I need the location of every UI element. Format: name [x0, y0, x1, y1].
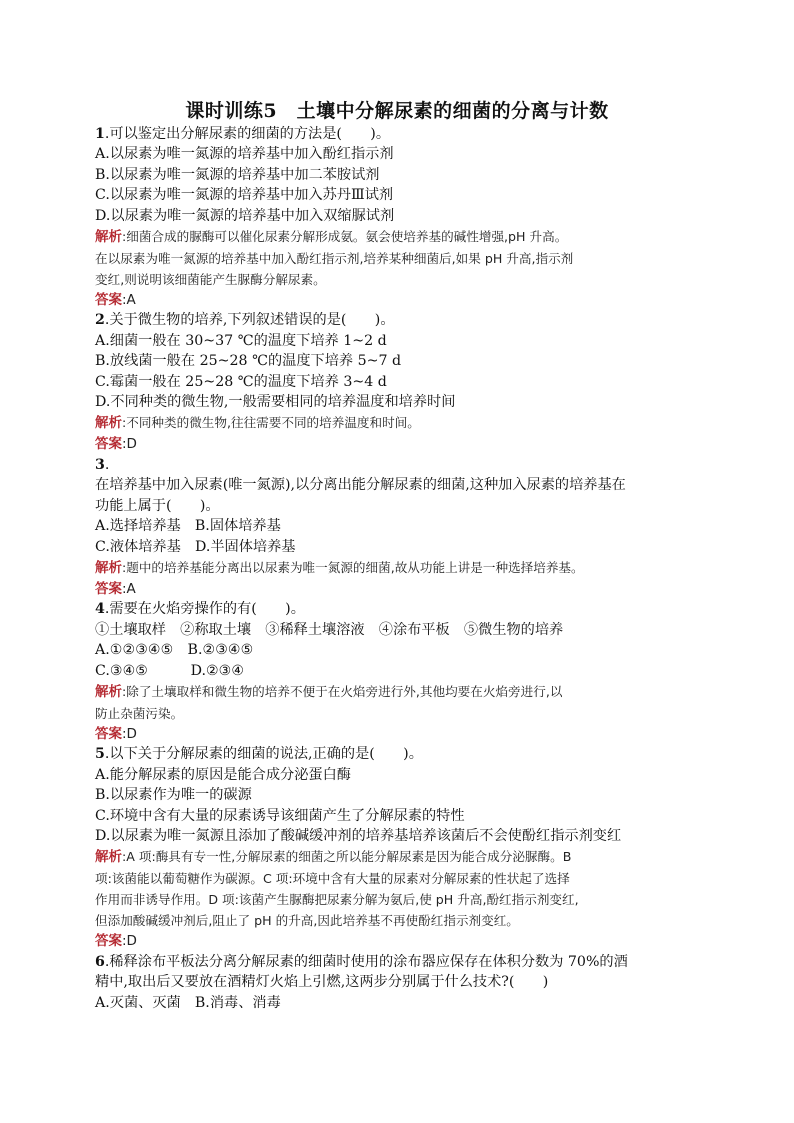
option-a-b: A.灭菌、灭菌 B.消毒、消毒 [95, 994, 281, 1011]
option-c: C.霉菌一般在 25~28 ℃的温度下培养 3~4 d [95, 373, 387, 390]
answer [95, 434, 699, 454]
explanation-label: 解析 [95, 559, 122, 576]
answer [95, 931, 699, 951]
explanation-text: 项:该菌能以葡萄糖作为碳源。C 项:环境中含有大量的尿素对分解尿素的性状起了选择 [95, 871, 570, 887]
question-stem [95, 744, 699, 764]
answer-label: 答案 [95, 725, 122, 742]
question-number: 1 [95, 126, 105, 142]
question-number: 4 [95, 601, 105, 618]
explanation-text: :不同种类的微生物,往往需要不同的培养温度和时间。 [122, 415, 420, 431]
option-d: D.以尿素为唯一氮源的培养基中加入双缩脲试剂 [95, 207, 395, 224]
explanation-text: :细菌合成的脲酶可以催化尿素分解形成氨。氨会使培养基的碱性增强,pH 升高。 [122, 229, 568, 245]
option-c-d: C.③④⑤ D.②③④ [95, 662, 245, 679]
explanation-text: :A 项:酶具有专一性,分解尿素的细菌之所以能分解尿素是因为能合成分泌脲酶。B [122, 849, 572, 865]
explanation-text: 在以尿素为唯一氮源的培养基中加入酚红指示剂,培养某种细菌后,如果 pH 升高,指示剂 [95, 251, 574, 267]
answer [95, 579, 699, 599]
question-text: .可以鉴定出分解尿素的细菌的方法是( )。 [104, 126, 391, 142]
answer-value: :D [122, 725, 137, 742]
question-text: .关于微生物的培养,下列叙述错误的是( )。 [104, 312, 395, 329]
explanation-label: 解析 [95, 849, 122, 866]
answer-value: :D [122, 933, 137, 950]
option-a: A.以尿素为唯一氮源的培养基中加入酚红指示剂 [95, 146, 394, 163]
answer-value: :A [122, 580, 136, 597]
option-a-b: A.选择培养基 B.固体培养基 [95, 518, 281, 535]
question-stem [95, 124, 699, 144]
answer-label: 答案 [95, 933, 122, 950]
question-text-line: 功能上属于( )。 [95, 497, 220, 514]
answer-value: :A [122, 292, 136, 309]
explanation [95, 557, 699, 579]
worksheet-page [95, 98, 699, 1013]
question-text: . [104, 456, 110, 473]
question-stem [95, 599, 699, 619]
explanation-text: 防止杂菌污染。 [95, 705, 184, 721]
option-a: A.细菌一般在 30~37 ℃的温度下培养 1~2 d [95, 332, 387, 349]
question-text: .稀释涂布平板法分离分解尿素的细菌时使用的涂布器应保存在体积分数为 70%的酒 [104, 953, 628, 970]
explanation-label: 解析 [95, 229, 122, 246]
explanation [95, 226, 699, 290]
explanation-text: 变红,则说明该细菌能产生脲酶分解尿素。 [95, 272, 326, 288]
question-6 [95, 952, 699, 1013]
option-b: B.放线菌一般在 25~28 ℃的温度下培养 5~7 d [95, 353, 402, 370]
explanation-text: 作用而非诱导作用。D 项:该菌产生脲酶把尿素分解为氨后,使 pH 升高,酚红指示剂变红, [95, 892, 579, 908]
option-d: D.以尿素为唯一氮源且添加了酸碱缓冲剂的培养基培养该菌后不会使酚红指示剂变红 [95, 827, 622, 844]
question-number: 3 [95, 456, 105, 473]
explanation [95, 412, 699, 434]
explanation-label: 解析 [95, 683, 122, 700]
question-text: .以下关于分解尿素的细菌的说法,正确的是( )。 [104, 746, 423, 763]
question-number: 5 [95, 746, 105, 763]
question-text: .需要在火焰旁操作的有( )。 [104, 601, 305, 618]
operation-list: ①土壤取样 ②称取土壤 ③稀释土壤溶液 ④涂布平板 ⑤微生物的培养 [95, 621, 564, 638]
question-5 [95, 744, 699, 951]
answer-value: :D [122, 436, 137, 453]
answer-label: 答案 [95, 580, 122, 597]
option-a-b: A.①②③④⑤ B.②③④⑤ [95, 642, 254, 659]
question-1 [95, 124, 699, 310]
answer-label: 答案 [95, 436, 122, 453]
explanation-label: 解析 [95, 415, 122, 432]
option-a: A.能分解尿素的原因是能合成分泌蛋白酶 [95, 766, 351, 783]
option-d: D.不同种类的微生物,一般需要相同的培养温度和培养时间 [95, 394, 456, 411]
question-stem [95, 310, 699, 330]
explanation-text: :除了土壤取样和微生物的培养不便于在火焰旁进行外,其他均要在火焰旁进行,以 [122, 683, 563, 699]
question-stem [95, 952, 699, 972]
option-c: C.以尿素为唯一氮源的培养基中加入苏丹Ⅲ试剂 [95, 187, 394, 204]
question-4 [95, 599, 699, 744]
explanation [95, 846, 699, 931]
question-3 [95, 455, 699, 599]
question-number: 6 [95, 953, 105, 970]
page-title: 课时训练5 土壤中分解尿素的细菌的分离与计数 [185, 100, 609, 122]
question-number: 2 [95, 312, 105, 329]
question-text-line: 精中,取出后又要放在酒精灯火焰上引燃,这两步分别属于什么技术?( ) [95, 974, 549, 991]
question-stem [95, 455, 699, 475]
explanation-text: :题中的培养基能分离出以尿素为唯一氮源的细菌,故从功能上讲是一种选择培养基。 [122, 559, 584, 575]
explanation [95, 681, 699, 724]
answer [95, 724, 699, 744]
answer [95, 290, 699, 310]
question-text-line: 在培养基中加入尿素(唯一氮源),以分离出能分解尿素的细菌,这种加入尿素的培养基在 [95, 477, 626, 494]
option-b: B.以尿素作为唯一的碳源 [95, 787, 252, 804]
question-2 [95, 310, 699, 454]
answer-label: 答案 [95, 292, 122, 309]
option-c-d: C.液体培养基 D.半固体培养基 [95, 538, 296, 555]
option-b: B.以尿素为唯一氮源的培养基中加二苯胺试剂 [95, 166, 380, 183]
option-c: C.环境中含有大量的尿素诱导该细菌产生了分解尿素的特性 [95, 807, 465, 824]
explanation-text: 但添加酸碱缓冲剂后,阻止了 pH 的升高,因此培养基不再使酚红指示剂变红。 [95, 913, 519, 929]
